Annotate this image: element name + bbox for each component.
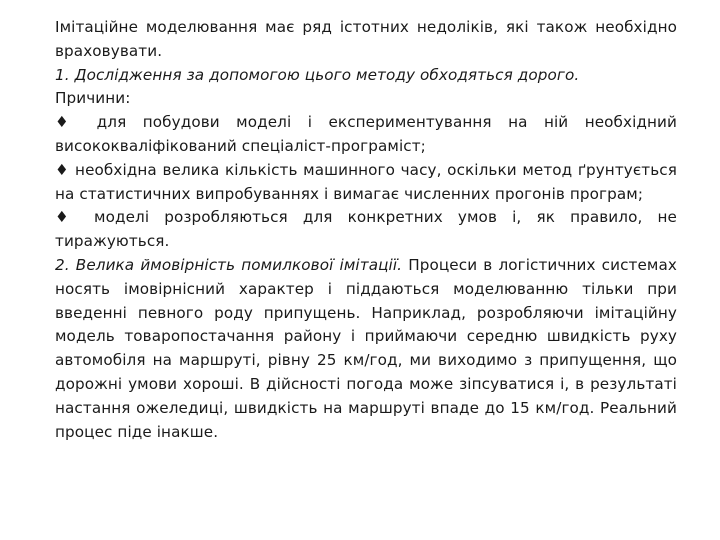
intro-paragraph: Імітаційне моделювання має ряд істотних недоліків, які також необхідно враховувати.	[55, 18, 677, 60]
document-body	[55, 16, 677, 444]
bullet-text: необхідна велика кількість машинного часу, оскільки метод ґрунтується на статистичних випробуваннях і вимагає численних прогонів програм;	[55, 160, 677, 203]
diamond-bullet-icon: ♦	[55, 113, 81, 132]
reasons-label: Причини:	[55, 89, 131, 108]
diamond-bullet-icon: ♦	[55, 208, 79, 227]
bullet-item	[55, 159, 677, 207]
point-2-body: Процеси в логістичних системах носять імовірнісний характер і піддаються моделюванню тільки при введенні певного роду припущень. Наприклад, розробляючи імітаційну модель товаропостачання району і приймаючи середню швидкість руху автомобіля на маршруті, рівну 25 км/год, ми виходимо з припущення, що дорожні умови хороші. В дійсності погода може зіпсуватися і, в результаті настання ожеледиці, швидкість на маршруті впаде до 15 км/год. Реальний процес піде інакше.	[55, 255, 677, 441]
point-1-heading: 1. Дослідження за допомогою цього методу обходяться дорого.	[55, 65, 580, 84]
bullet-item	[55, 111, 677, 159]
bullet-item	[55, 206, 677, 254]
bullet-text: для побудови моделі і експериментування на ній необхідний висококваліфікований спеціаліст-програміст;	[55, 113, 678, 155]
point-2-heading: 2. Велика ймовірність помилкової імітації.	[55, 255, 403, 274]
point-2-paragraph	[55, 254, 677, 444]
bullet-text: моделі розробляються для конкретних умов і, як правило, не тиражуються.	[55, 208, 677, 251]
diamond-bullet-icon: ♦	[55, 160, 70, 179]
